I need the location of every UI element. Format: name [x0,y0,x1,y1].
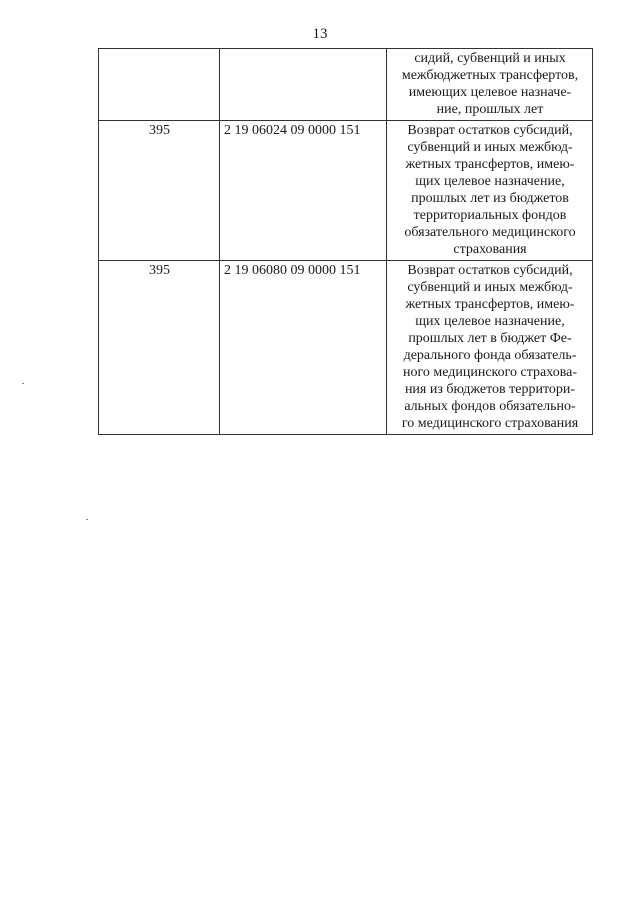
description-cell [387,261,593,435]
admin-code-cell: 395 [99,261,220,435]
scan-speck [86,519,88,520]
description-line: жетных трансфертов, имею- [405,297,575,312]
budget-code-cell [220,49,387,121]
description-line: обязательного медицинского [404,225,576,240]
description-line: субвенций и иных межбюд- [407,280,573,295]
description-line: ние, прошлых лет [436,102,544,117]
description-line: ния из бюджетов территори- [404,382,576,397]
admin-code-cell: 395 [99,121,220,261]
budget-code-cell: 2 19 06080 09 0000 151 [220,261,387,435]
scan-speck [22,383,24,384]
description-line: ного медицинского страхова- [402,365,578,380]
table-row [99,121,593,261]
budget-code-cell: 2 19 06024 09 0000 151 [220,121,387,261]
description-line: го медицинского страхования [401,416,579,431]
table-row [99,261,593,435]
description-line: субвенций и иных межбюд- [407,140,573,155]
admin-code-cell [99,49,220,121]
description-line: прошлых лет в бюджет Фе- [408,331,572,346]
description-line: жетных трансфертов, имею- [405,157,575,172]
description-line: щих целевое назначение, [415,314,565,329]
description-line: Возврат остатков субсидий, [407,263,573,278]
description-cell [387,121,593,261]
description-line: территориальных фондов [413,208,567,223]
page-number: 13 [312,26,328,42]
description-line: щих целевое назначение, [415,174,565,189]
description-line: сидий, субвенций и иных [414,51,566,66]
table-row [99,49,593,121]
description-line: межбюджетных трансфертов, [401,68,579,83]
description-line: альных фондов обязательно- [404,399,576,414]
description-line: страхования [453,242,527,257]
budget-codes-table [98,48,593,435]
description-line: Возврат остатков субсидий, [407,123,573,138]
description-line: прошлых лет из бюджетов [411,191,569,206]
description-line: имеющих целевое назначе- [408,85,572,100]
description-line: дерального фонда обязатель- [403,348,577,363]
description-cell [387,49,593,121]
